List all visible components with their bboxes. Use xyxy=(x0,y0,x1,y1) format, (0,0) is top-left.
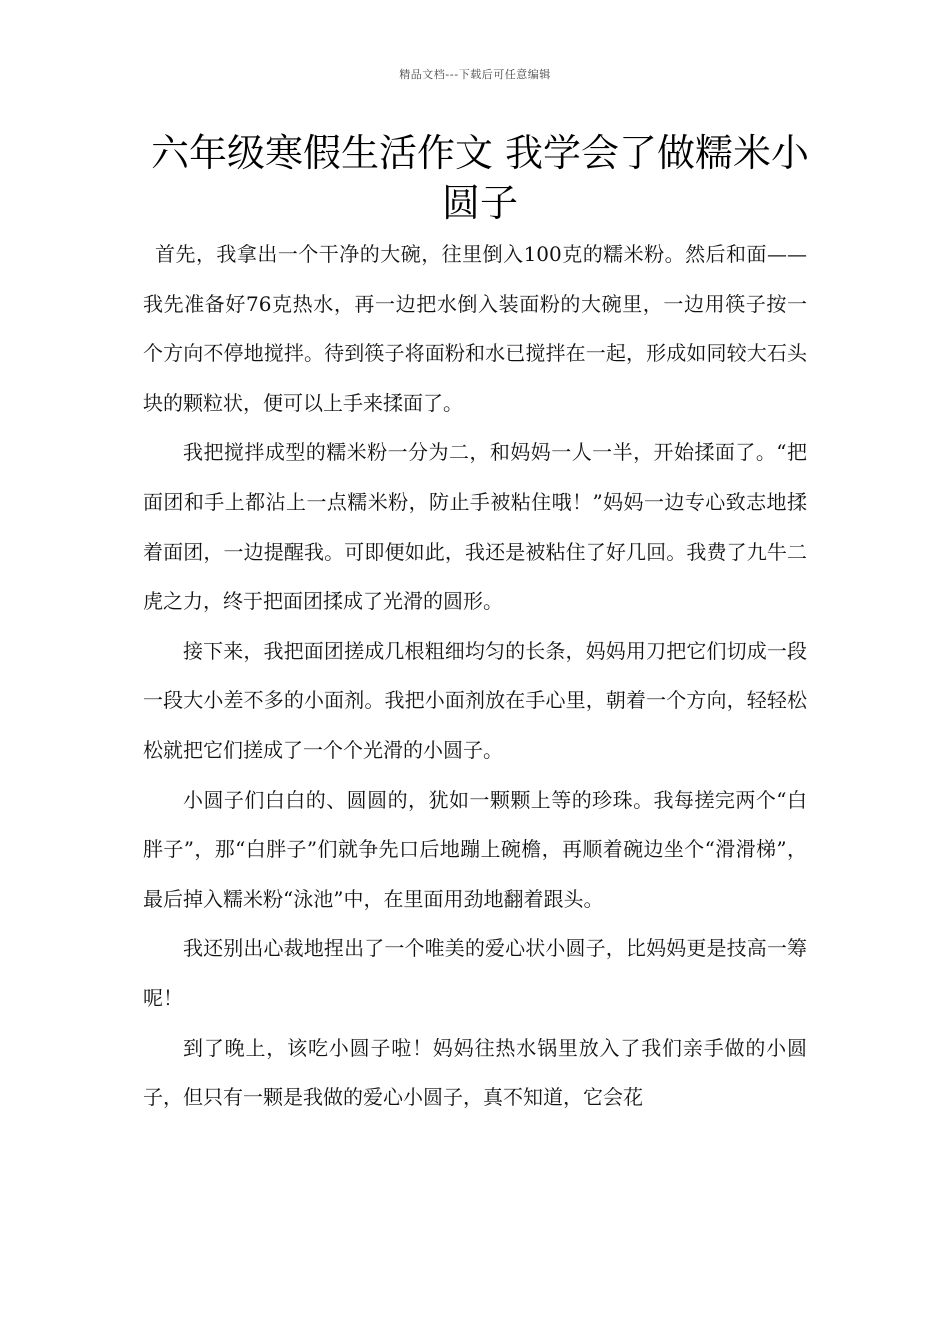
paragraph: 小圆子们白白的、圆圆的，犹如一颗颗上等的珍珠。我每搓完两个“白胖子”，那“白胖子”们就争先口后地蹦上碗檐，再顺着碗边坐个“滑滑梯”，最后掉入糯米粉“泳池”中，在里面用劲地翻着跟头。 xyxy=(143,787,807,911)
header-note: 精品文档---下载后可任意编辑 xyxy=(399,68,551,81)
paragraph: 到了晚上，该吃小圆子啦！妈妈往热水锅里放入了我们亲手做的小圆子，但只有一颗是我做的爱心小圆子，真不知道，它会花 xyxy=(143,1035,807,1110)
document-body xyxy=(143,230,807,1123)
paragraph: 首先，我拿出一个干净的大碗，往里倒入100克的糯米粉。然后和面——我先准备好76克热水，再一边把水倒入装面粉的大碗里，一边用筷子按一个方向不停地搅拌。待到筷子将面粉和水已搅拌在一起，形成如同较大石头块的颗粒状，便可以上手来揉面了。 xyxy=(143,242,807,415)
paragraph: 我还别出心裁地捏出了一个唯美的爱心状小圆子，比妈妈更是技高一筹呢！ xyxy=(143,936,807,1010)
paragraph: 我把搅拌成型的糯米粉一分为二，和妈妈一人一半，开始揉面了。“把面团和手上都沾上一点糯米粉，防止手被粘住哦！”妈妈一边专心致志地揉着面团，一边提醒我。可即便如此，我还是被粘住了好几回。我费了九牛二虎之力，终于把面团揉成了光滑的圆形。 xyxy=(143,440,807,614)
paragraph: 接下来，我把面团搓成几根粗细均匀的长条，妈妈用刀把它们切成一段一段大小差不多的小面剂。我把小面剂放在手心里，朝着一个方向，轻轻松松就把它们搓成了一个个光滑的小圆子。 xyxy=(143,638,807,762)
document-title: 六年级寒假生活作文 我学会了做糯米小圆子 xyxy=(150,131,810,225)
